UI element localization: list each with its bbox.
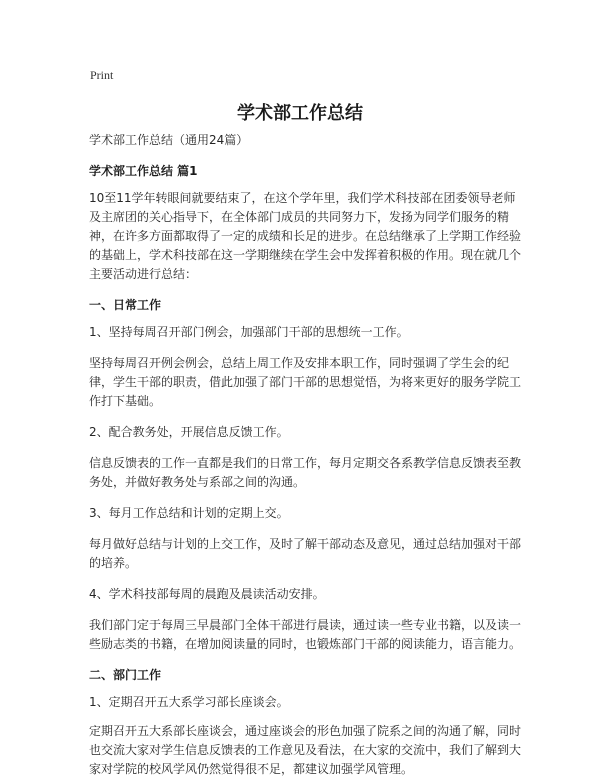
list-item: 2、配合教务处，开展信息反馈工作。 [89, 425, 289, 439]
document-subtitle: 学术部工作总结（通用24篇） [89, 133, 249, 147]
print-link[interactable]: Print [90, 68, 114, 82]
heading-department-work: 二、部门工作 [89, 668, 162, 682]
heading-daily-work: 一、日常工作 [89, 298, 162, 312]
list-item: 4、学术科技部每周的晨跑及晨读活动安排。 [89, 587, 325, 601]
paragraph: 坚持每周召开例会例会，总结上周工作及安排本职工作，同时强调了学生会的纪律，学生干部的职责，借此加强了部门干部的思想觉悟，为将来更好的服务学院工作打下基础。 [89, 356, 522, 408]
paragraph: 定期召开五大系部长座谈会，通过座谈会的形色加强了院系之间的沟通了解，同时也交流大家对学生信息反馈表的工作意见及看法，在大家的交流中，我们了解到大家对学院的校风学风仍然觉得很不足，都建议加强学风管理。 [89, 724, 522, 776]
document-body [89, 131, 521, 779]
list-item: 1、坚持每周召开部门例会，加强部门干部的思想统一工作。 [89, 325, 409, 339]
list-item: 3、每月工作总结和计划的定期上交。 [89, 506, 289, 520]
paragraph: 每月做好总结与计划的上交工作，及时了解干部动态及意见，通过总结加强对干部的培养。 [89, 537, 522, 570]
paragraph: 信息反馈表的工作一直都是我们的日常工作，每月定期交各系教学信息反馈表至教务处，并做好教务处与系部之间的沟通。 [89, 456, 522, 489]
intro-paragraph: 10至11学年转眼间就要结束了，在这个学年里，我们学术科技部在团委领导老师及主席团的关心指导下，在全体部门成员的共同努力下，发扬为同学们服务的精神，在许多方面都取得了一定的成绩和长足的进步。在总结继承了上学期工作经验的基础上，学术科技部在这一学期继续在学生会中发挥着积极的作用。现在就几个主要活动进行总结： [89, 191, 522, 281]
paragraph: 我们部门定于每周三早晨部门全体干部进行晨读，通过读一些专业书籍，以及读一些励志类的书籍，在增加阅读量的同时，也锻炼部门干部的阅读能力，语言能力。 [89, 618, 522, 651]
document-title: 学术部工作总结 [237, 103, 363, 124]
section-title: 学术部工作总结 篇1 [89, 164, 198, 178]
list-item: 1、定期召开五大系学习部长座谈会。 [89, 695, 289, 709]
